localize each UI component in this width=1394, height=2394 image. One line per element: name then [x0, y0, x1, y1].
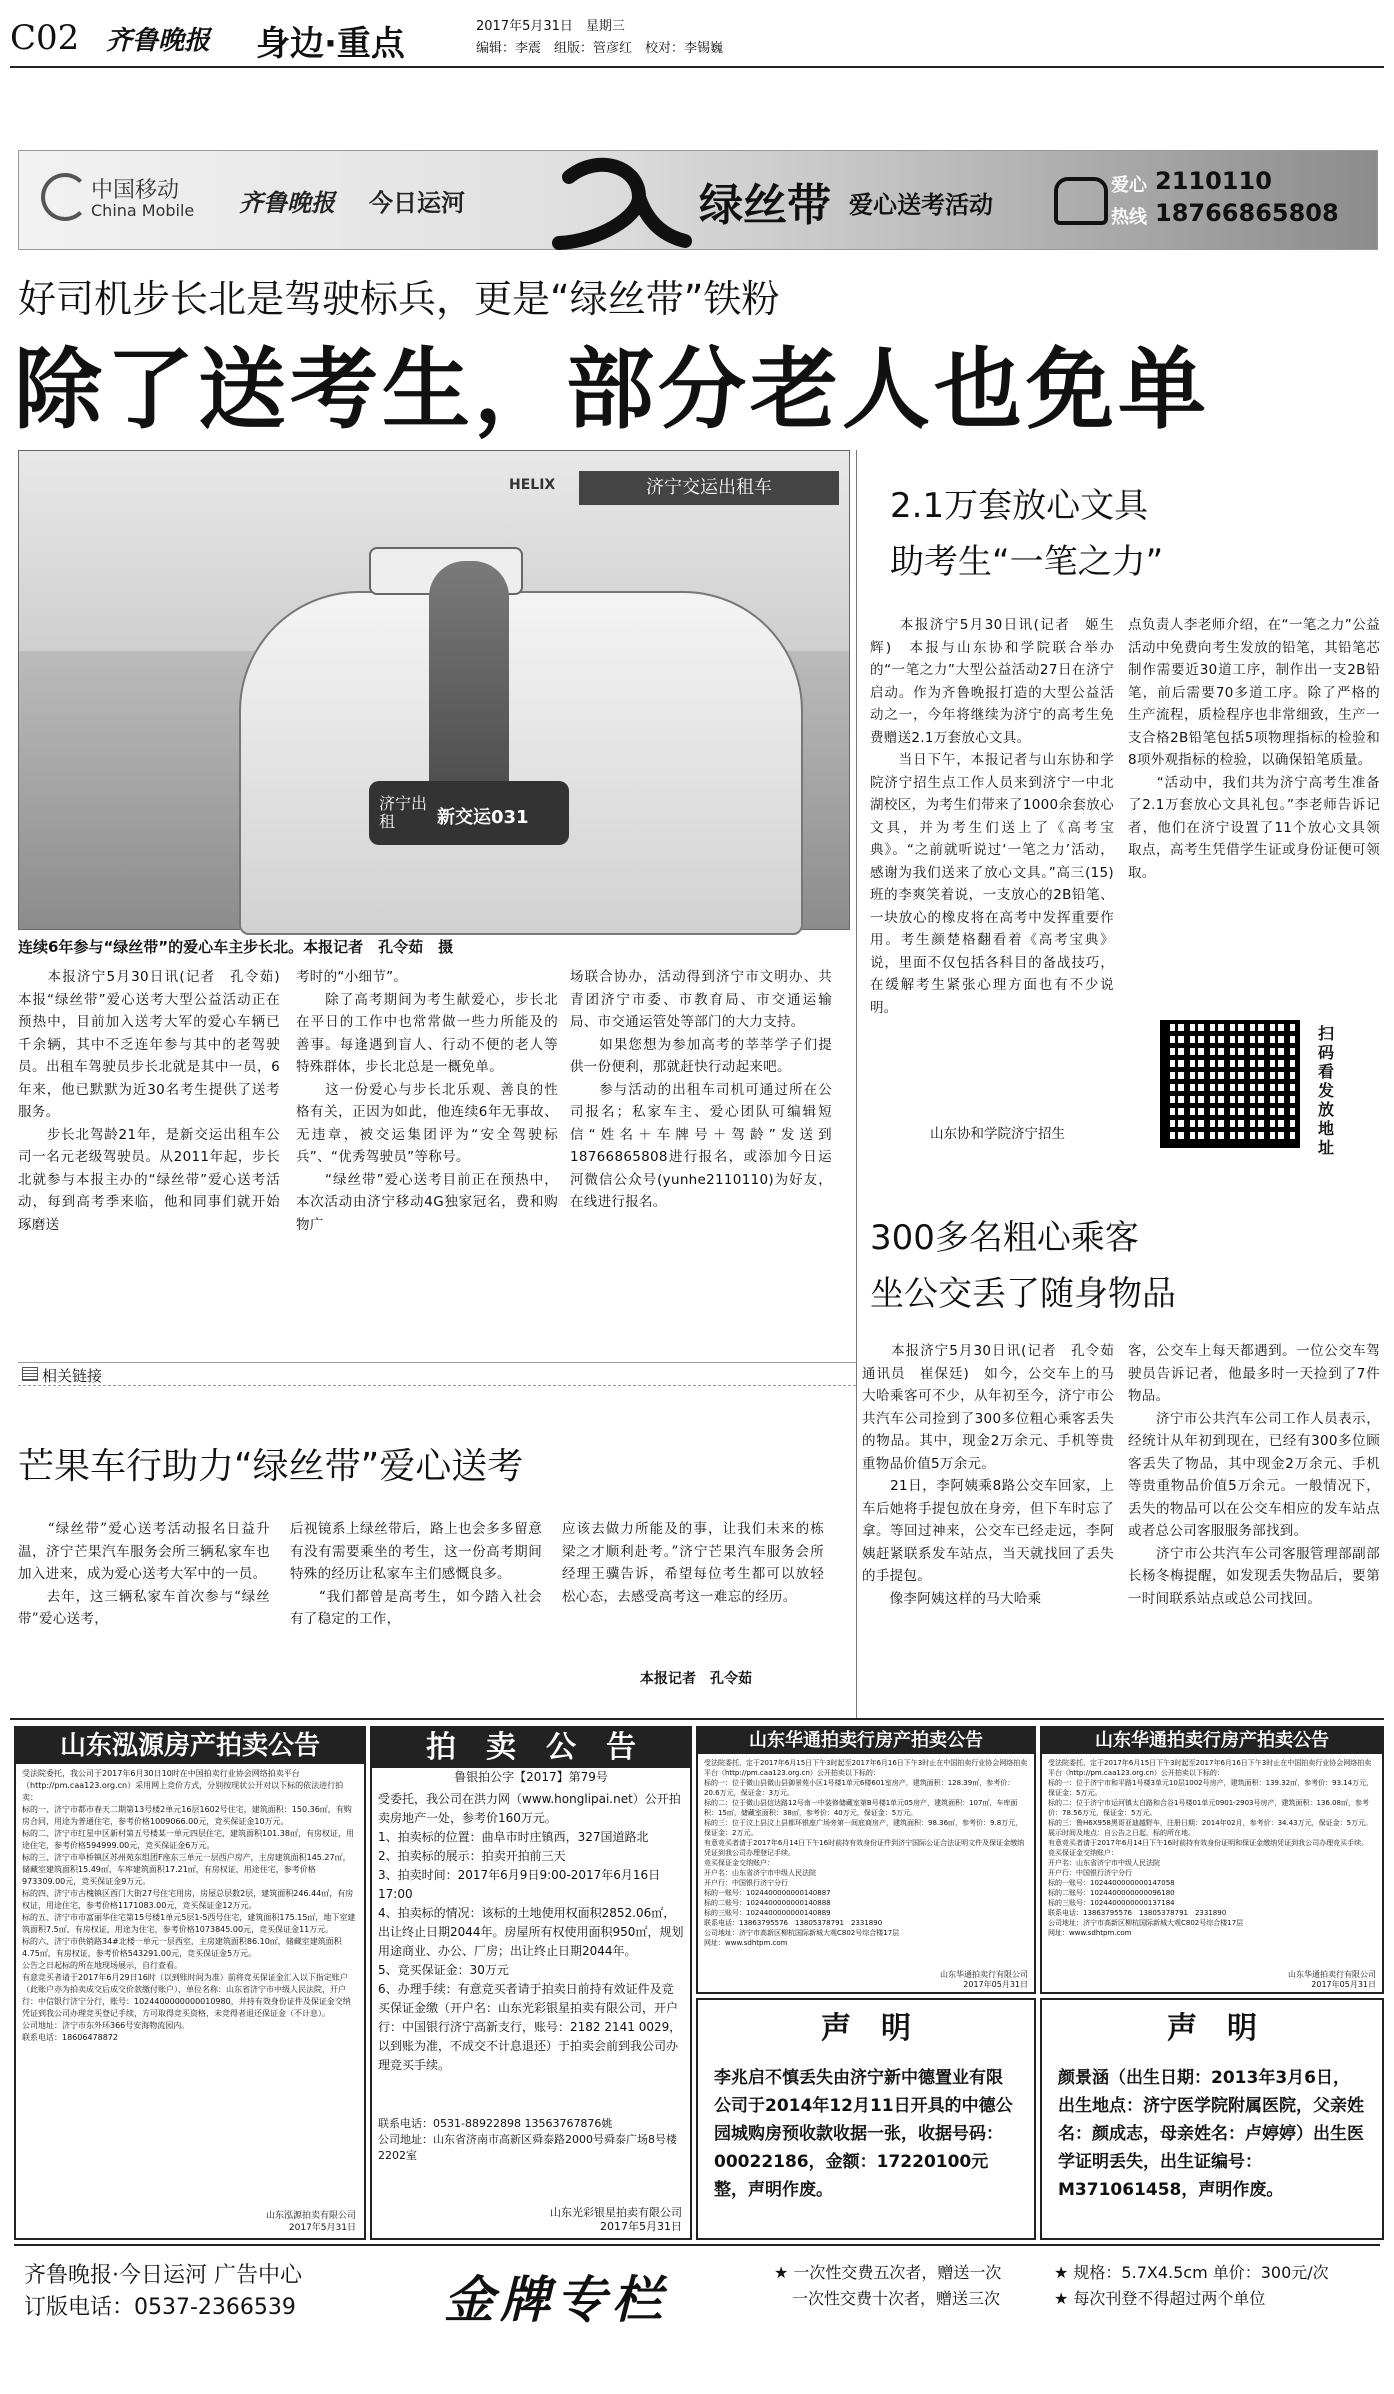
ad4-title: 山东华通拍卖行房产拍卖公告 — [1042, 1728, 1382, 1754]
story2-col2: 点负责人李老师介绍，在“一笔之力”公益活动中免费向考生发放的铅笔，其铅笔芯制作需要近30道工序，制作出一支2B铅笔，前后需要70多道工序。除了严格的生产流程，质检程序也非常细致，生产一支合格2B铅笔包括5项物理指标的检验和8项外观指标的检验，以确保铅笔质量。 “活动中，我们共为济宁高考生准备了2.1万套放心文具礼包。”李老师告诉记者，他们在济宁设置了11个放心文具领取点，高考生凭借学生证或身份证便可领取。 — [1128, 617, 1380, 881]
story3-headline-1: 300多名粗心乘客 — [870, 1218, 1139, 1258]
ads-top-rule — [10, 1718, 1384, 1720]
story2-col1: 本报济宁5月30日讯(记者 姬生辉) 本报与山东协和学院联合举办的“一笔之力”大型公益活动27日在济宁启动。作为齐鲁晚报打造的大型公益活动之一，今年将继续为济宁的高考生免费赠送2.1万套放心文具。 当日下午，本报记者与山东协和学院济宁招生点工作人员来到济宁一中北湖校区，为考生们带来了1000余套放心文具，并为考生们送上了《高考宝典》。“之前就听说过‘一笔之力’活动，感谢为我们送来了放心文具。”高三(15)班的李爽笑着说，一支放心的2B铅笔、一块放心的橡皮将在高考中发挥重要作用。考生颜楚格翻看着《高考宝典》说，里面不仅包括各科目的备战技巧，在缓解考生紧张心理方面也有不少说明。 — [870, 617, 1114, 1016]
column-divider — [856, 450, 857, 1718]
ad6-text: 颜景涵（出生日期：2013年3月6日，出生地点：济宁医学院附属医院，父亲姓名：颜成志，母亲姓名：卢婷婷）出生医学证明丢失，出生证编号：M371061458，声明作废。 — [1058, 2068, 1364, 2200]
qr-code — [1160, 1020, 1300, 1148]
ad-huatong-auction-1 — [696, 1726, 1036, 1994]
ad2-subtitle: 鲁银拍公字【2017】第79号 — [454, 1770, 608, 1784]
related-col3: 应该去做力所能及的事，让我们未来的栋梁之才顺利赴考。”济宁芒果汽车服务会所经理王骥告诉，希望每位考生都可以放轻松心态，去感受高考这一难忘的经历。 — [562, 1521, 824, 1605]
ad4-text: 受法院委托，定于2017年6月15日下午3时起至2017年6月16日下午3时止在中国拍卖行业协会网络拍卖平台（http://pm.caa123.org.cn）公开拍卖以下标的： 标的一：位于济宁市和平路1号楼3单元10层1002号房产，建筑面积：139.32㎡，参考价：93.14万元，保证金：5万元。 标的二：位于济宁市运河镇太白路和合谷1号楼01单元0901-2903号房产，建筑面积：136.08㎡，参考价：78.56万元，保证金：5万元。 标的三：鲁H6X958黑哥亚迪越野车，注册日期：2014年02月，参考价：34.43万元，保证金：5万元。 展示时间及地点：自公告之日起，标的所在地。 有意竞买者请于2017年6月14日下午16时前持有效身份证明和保证金缴纳凭证到我公司办理竞买手续。 竞买保证金交纳账户： 开户名：山东省济宁市中级人民法院 开户行：中国银行济宁分行 标的一账号：1024400000000147058 标的二账号：1024400000000096180 标的三账号：1024400000000137184 联系电话：13863795576 13805378791 2331890 公司地址：济宁市高新区柳杭国际新城大观C802号综合楼17层 网址：www.sdhtpm.com — [1048, 1759, 1374, 1937]
related-label-box — [18, 1362, 856, 1386]
taxi-car — [239, 591, 803, 935]
ad3-footer: 山东华通拍卖行有限公司 2017年05月31日 — [940, 1970, 1028, 1989]
paper-logo: 齐鲁晚报 — [106, 26, 211, 56]
campaign-banner — [18, 150, 1378, 250]
footer-bullet-3: ★ 规格：5.7X4.5cm 单价：300元/次 — [1054, 2263, 1329, 2282]
ad6-title: 声 明 — [1167, 2011, 1257, 2046]
sponsor-china-mobile: 中国移动 — [91, 178, 180, 203]
ad3-text: 受法院委托，定于2017年6月15日下午3时起至2017年6月16日下午3时止在中国拍卖行业协会网络拍卖平台（http://pm.caa123.org.cn）公开拍卖以下标的： 标的一：位于微山县微山县御景苑小区1号楼1单元6楼601室房产，建筑面积：128.39㎡，参考价：20.6万元，保证金：3万元。 标的二：位于微山县信达路12号南一中装修储藏室第B号楼1单元05房产，建筑面积：107㎡，车库面积：15㎡，储藏室面积：38㎡，参考价：40万元，保证金：5万元。 标的三：位于汶上县汶上县都环银座广场旁第一间底商房产，建筑面积：98.36㎡，参考价：9.8万元，保证金：2万元。 有意竞买者请于2017年6月14日下午16时前持有效身份证件到济宁国际公证合法证明文件及保证金缴纳凭证到我公司办理登记手续。 竞买保证金交纳账户： 开户名：山东省济宁市中级人民法院 开户行：中国银行济宁分行 标的一账号：1024400000000140887 标的二账号：1024400000000140888 标的三账号：1024400000000140889 联系电话：13863795576 13805378791 2331890 公司地址：济宁市高新区柳杭国际新城大观C802号综合楼17层 网址：www.sdhtpm.com — [704, 1759, 1028, 1947]
footer-bullet-1: ★ 一次性交费五次者，赠送一次 — [774, 2263, 1002, 2282]
story3-col2: 客，公交车上每天都遇到。一位公交车驾驶员告诉记者，他最多时一天捡到了7件物品。 济宁市公共汽车公司工作人员表示，经统计从年初到现在，已经有300多位顾客丢失了物品，其中现金2万余元、手机等贵重物品价值5万余元。一般情况下，丢失的物品可以在公交车相应的发车站点或者总公司客服服务部找到。 济宁市公共汽车公司客服管理部副部长杨冬梅提醒，如发现丢失物品后，要第一时间联系站点或总公司找回。 — [1128, 1343, 1380, 1607]
issue-date: 2017年5月31日 星期三 — [476, 19, 625, 34]
footer-left-1: 齐鲁晚报·今日运河 广告中心 — [24, 2263, 302, 2288]
ribbon-icon — [539, 157, 689, 245]
campaign-activity: 爱心送考活动 — [849, 191, 993, 219]
driver — [429, 561, 509, 811]
campaign-name: 绿丝带 — [699, 180, 831, 231]
taxi-number: 新交运031 — [437, 807, 529, 828]
hotline-phone-1: 2110110 — [1155, 167, 1272, 195]
page-number: C02 — [10, 18, 80, 58]
ad2-title: 拍 卖 公 告 — [372, 1728, 690, 1768]
story3-headline-2: 坐公交丢了随身物品 — [870, 1274, 1176, 1314]
hotline-label-1: 爱心 — [1111, 175, 1147, 196]
ad-hongyuan-auction — [14, 1726, 366, 2240]
ad-statement-2 — [1040, 1998, 1384, 2240]
sponsor-qilu: 齐鲁晚报 — [239, 188, 335, 217]
phone-icon — [1054, 177, 1108, 225]
footer-bullet-2: 一次性交费十次者，赠送三次 — [792, 2289, 1001, 2308]
hotline-label-2: 热线 — [1111, 207, 1147, 228]
qr-caption: 扫码看发放地址 — [1318, 1024, 1335, 1157]
main-story-col3: 场联合协办，活动得到济宁市文明办、共青团济宁市委、市教育局、市交通运输局、市交通运管处等部门的大力支持。 如果您想为参加高考的莘莘学子们提供一份便利，那就赶快行动起来吧。 参与活动的出租车司机可通过所在公司报名；私家车主、爱心团队可编辑短信“姓名＋车牌号＋驾龄”发送到18766865808进行报名，或添加今日运河微信公众号(yunhe2110110)为好友，在线进行报名。 — [570, 969, 832, 1210]
footer-center: 金牌专栏 — [444, 2270, 668, 2329]
related-icon — [22, 1367, 38, 1381]
footer — [14, 2244, 1380, 2386]
helix-sign: HELIX — [509, 477, 556, 493]
taxi-text: 济宁出租 — [379, 794, 428, 831]
related-byline: 本报记者 孔令茹 — [640, 1671, 752, 1687]
ad5-title: 声 明 — [821, 2011, 911, 2046]
company-sign: 济宁交运出租车 — [579, 471, 839, 505]
main-story-col2: 考时的“小细节”。 除了高考期间为考生献爱心，步长北在平日的工作中也常常做一些力所能及的善事。每逢遇到盲人、行动不便的老人等特殊群体，步长北总是一概免单。 这一份爱心与步长北乐观、善良的性格有关，正因为如此，他连续6年无事故、无违章，被交运集团评为“安全驾驶标兵”、“优秀驾驶员”等称号。 “绿丝带”爱心送考目前正在预热中，本次活动由济宁移动4G独家冠名，费和购物广 — [296, 969, 558, 1233]
story3-col1: 本报济宁5月30日讯(记者 孔令茹 通讯员 崔保廷) 如今，公交车上的马大哈乘客可不少，从年初至今，济宁市公共汽车公司捡到了300多位粗心乘客丢失的物品。其中，现金2万余元、手机等贵重物品价值5万余元。 21日，李阿姨乘8路公交车回家，上车后她将手提包放在身旁，但下车时忘了拿。等回过神来，公交车已经走远，李阿姨赶紧联系发车站点，当天就找回了丢失的手提包。 像李阿姨这样的马大哈乘 — [862, 1343, 1114, 1607]
main-photo — [18, 450, 850, 930]
story2-headline-2: 助考生“一笔之力” — [890, 542, 1164, 582]
footer-bullet-4: ★ 每次刊登不得超过两个单位 — [1054, 2289, 1266, 2308]
ad1-footer: 山东泓源拍卖有限公司 2017年5月31日 — [265, 2211, 356, 2233]
related-label: 相关链接 — [42, 1367, 103, 1385]
hotline-phone-2: 18766865808 — [1155, 199, 1339, 227]
photo-caption: 连续6年参与“绿丝带”的爱心车主步长北。本报记者 孔令茹 摄 — [18, 938, 454, 956]
sponsor-china-mobile-en: China Mobile — [91, 201, 195, 220]
china-mobile-icon — [41, 173, 89, 221]
main-kicker: 好司机步长北是驾驶标兵，更是“绿丝带”铁粉 — [18, 277, 780, 321]
ad3-title: 山东华通拍卖行房产拍卖公告 — [698, 1728, 1034, 1754]
ad1-text: 受法院委托，我公司于2017年6月30日10时在中国拍卖行业协会网络拍卖平台（http://pm.caa123.org.cn）采用网上竞价方式，分别按现状公开对以下标的依法进行拍卖： 标的一、济宁市都市春天二期第13号楼2单元16层1602号住宅，建筑面积：150.36㎡，有购房合同，用途为普通住宅，参考价格1009066.00元，竞买保证金10万元。 标的二、济宁市红星中区新村第五号楼某一单元四层住宅，建筑面积101.38㎡，有房权证，用途住宅，参考价格594999.00元，竞买保证金6万元。 标的三、济宁市阜桥镇区苏州苑东组团F座东三单元一层西户房产，主房建筑面积145.27㎡，储藏室建筑面积15.49㎡，车库建筑面积17.21㎡，有房权证，用途住宅，参考价格973309.00元，竞买保证金9万元。 标的四、济宁市古槐镇区西门大街27号住宅用房，房屋总层数2层，建筑面积246.44㎡，有房权证，用途住宅，参考价格1171083.00元，竞买保证金12万元。 标的五、济宁市市富丽华住宅第15号楼1单元5层1-5西号住宅，建筑面积175.15㎡，地下室建筑面积7.5㎡，有房权证，用途为住宅，参考价格1073845.00元，竞买保证金11万元。 标的六、济宁市供销路34#北楼一单元一层西室，主房建筑面积86.10㎡，储藏室建筑面积4.75㎡，有房权证，参考价格543291.00元，竞买保证金5万元。 公告之日起标的所在地现场展示，自行查看。 有意竞买者请于2017年6月29日16时（以到账时间为准）前将竞买保证金汇入以下指定账户（此账户亦为拍卖成交后成交价款缴付账户），单位名称：山东省济宁市中级人民法院，开户行：中信银行济宁分行，账号：1024400000000010980，并持有效身份证件及保证金交纳凭证到我公司办理竞买登记手续，方可取得竞买资格，未竞得者退还保证金（不计息）。 公司地址：济宁市东外环366号安海物流园内。 联系电话：18606478872 — [22, 1769, 356, 2042]
masthead — [0, 0, 1394, 66]
footer-left-2: 订版电话：0537-2366539 — [24, 2295, 296, 2320]
related-headline: 芒果车行助力“绿丝带”爱心送考 — [18, 1446, 524, 1487]
ad-statement-1 — [696, 1998, 1036, 2240]
masthead-divider — [10, 66, 1384, 68]
ad2-footer: 山东光彩银星拍卖有限公司 2017年5月31日 — [550, 2206, 682, 2233]
ad4-footer: 山东华通拍卖行有限公司 2017年05月31日 — [1288, 1970, 1376, 1989]
section-title: 身边·重点 — [256, 24, 405, 64]
story2-credit: 山东协和学院济宁招生 — [930, 1126, 1065, 1142]
ad-huatong-auction-2 — [1040, 1726, 1384, 1994]
ad5-text: 李兆启不慎丢失由济宁新中德置业有限公司于2014年12月11日开具的中德公园城购房预收款收据一张，收据号码：00022186，金额：17220100元整，声明作废。 — [714, 2068, 1013, 2200]
related-col1: “绿丝带”爱心送考活动报名日益升温，济宁芒果汽车服务会所三辆私家车也加入进来，成为爱心送考大军中的一员。 去年，这三辆私家车首次参与“绿丝带”爱心送考， — [18, 1521, 270, 1627]
ad-guangcai-auction — [370, 1726, 692, 2240]
main-story-col1: 本报济宁5月30日讯(记者 孔令茹) 本报“绿丝带”爱心送考大型公益活动正在预热中，目前加入送考大军的爱心车辆已千余辆，其中不乏连年参与其中的老驾驶员。出租车驾驶员步长北就是其中一员，6年来，他已默默为近30名考生提供了送考服务。 步长北驾龄21年，是新交运出租车公司一名元老级驾驶员。从2011年起，步长北就参与本报主办的“绿丝带”爱心送考活动，每到高考季来临，他和同事们就开始琢磨送 — [18, 969, 280, 1233]
related-col2: 后视镜系上绿丝带后，路上也会多多留意有没有需要乘坐的考生，这一份高考期间特殊的经历让私家车主们感慨良多。 “我们都曾是高考生，如今踏入社会有了稳定的工作， — [290, 1521, 542, 1627]
ad2-contact: 联系电话：0531-88922898 13563767876姚 公司地址：山东省济南市高新区舜泰路2000号舜泰广场8号楼2202室 — [378, 2117, 677, 2162]
story2-headline-1: 2.1万套放心文具 — [890, 486, 1149, 526]
sponsor-yunhe: 今日运河 — [369, 189, 465, 217]
ad1-title: 山东泓源房产拍卖公告 — [16, 1728, 364, 1764]
staff-line: 编辑：李震 组版：管彦红 校对：李锡巍 — [476, 41, 724, 56]
ad2-text: 受委托，我公司在洪力网（www.honglipai.net）公开拍卖房地产一处，参考价160万元。 1、拍卖标的位置：曲阜市时庄镇西，327国道路北 2、拍卖标的展示：拍卖开拍前三天 3、拍卖时间：2017年6月9日9:00-2017年6月16日17:00 4、拍卖标的情况：该标的土地使用权面积2852.06㎡，出让终止日期2044年。房屋所有权使用面积950㎡，规划用途商业、办公、厂房；出让终止日期2044年。 5、竞买保证金：30万元 6、办理手续：有意竞买者请于拍卖日前持有效证件及竞买保证金缴（开户名：山东光彩银星拍卖有限公司，开户行：中国银行济宁高新支行，账号：2182 2141 0029，以到账为准，不成交不计息退还）于拍卖会前到我公司办理竞买手续。 — [378, 1792, 684, 2072]
main-headline: 除了送考生，部分老人也免单 — [14, 338, 1211, 441]
